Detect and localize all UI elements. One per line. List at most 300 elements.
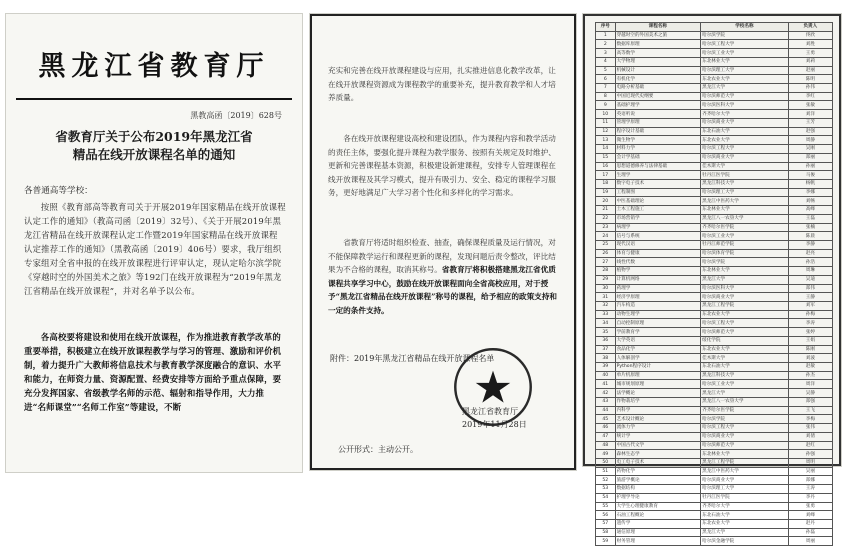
cell-leader: 王涛: [788, 485, 832, 494]
cell-course: 中医基础理论: [615, 197, 701, 206]
cell-no: 56: [596, 511, 616, 520]
cell-school: 绥化学院: [701, 336, 789, 345]
table-row: [596, 458, 833, 467]
table-row: [596, 502, 833, 511]
cell-no: 27: [596, 258, 616, 267]
cell-course: 机械设计: [615, 66, 701, 75]
cell-no: 11: [596, 118, 616, 127]
cell-course: 市场营销学: [615, 214, 701, 223]
cell-course: 城市规划原理: [615, 380, 701, 389]
cell-no: 38: [596, 354, 616, 363]
cell-course: 森林生态学: [615, 450, 701, 459]
cell-course: 现代汉语: [615, 240, 701, 249]
cell-leader: 张勇: [788, 502, 832, 511]
cell-no: 2: [596, 40, 616, 49]
table-row: [596, 84, 833, 93]
cell-leader: 王娟: [788, 336, 832, 345]
cell-course: 药物化学: [615, 467, 701, 476]
cell-school: 东北农业大学: [701, 519, 789, 528]
cell-leader: 刘畅: [788, 197, 832, 206]
cell-no: 52: [596, 476, 616, 485]
table-row: [596, 415, 833, 424]
cell-leader: 陈明: [788, 75, 832, 84]
cell-no: 45: [596, 415, 616, 424]
cell-course: 中国近现代史纲要: [615, 92, 701, 101]
cell-course: 作物栽培学: [615, 397, 701, 406]
cell-no: 1: [596, 31, 616, 40]
cell-leader: 孙强: [788, 450, 832, 459]
cell-school: 哈尔滨体育学院: [701, 249, 789, 258]
cell-course: 土木工程施工: [615, 206, 701, 215]
letterhead: 黑龙江省教育厅: [38, 51, 270, 82]
cell-course: 电工电子技术: [615, 458, 701, 467]
table-row: [596, 328, 833, 337]
table-row: [596, 197, 833, 206]
cell-leader: 周明: [788, 458, 832, 467]
cell-no: 14: [596, 145, 616, 154]
cell-no: 16: [596, 162, 616, 171]
cell-course: 管理学原理: [615, 118, 701, 127]
cell-school: 哈尔滨工程大学: [701, 145, 789, 154]
table-row: [596, 171, 833, 180]
table-row: [596, 493, 833, 502]
cell-school: 齐齐哈尔大学: [701, 110, 789, 119]
cell-school: 黑龙江大学: [701, 389, 789, 398]
cell-school: 哈尔滨理工大学: [701, 485, 789, 494]
cell-no: 53: [596, 485, 616, 494]
cell-school: 东北农业大学: [701, 136, 789, 145]
cell-leader: 李红: [788, 92, 832, 101]
cell-course: 有机化学: [615, 75, 701, 84]
cell-leader: 赵亮: [788, 249, 832, 258]
cell-no: 40: [596, 371, 616, 380]
cell-no: 9: [596, 101, 616, 110]
cell-course: 艺术设计概论: [615, 415, 701, 424]
table-row: [596, 293, 833, 302]
cell-school: 东北石油大学: [701, 363, 789, 372]
cell-leader: 赵敏: [788, 363, 832, 372]
cell-leader: 张婷: [788, 328, 832, 337]
cell-school: 佳木斯大学: [701, 354, 789, 363]
cell-school: 哈尔滨工程大学: [701, 424, 789, 433]
cell-school: 东北农业大学: [701, 345, 789, 354]
cell-no: 4: [596, 57, 616, 66]
cell-school: 东北林业大学: [701, 57, 789, 66]
cell-no: 43: [596, 397, 616, 406]
cell-school: 黑龙江大学: [701, 275, 789, 284]
document-page-3: [583, 14, 841, 544]
cell-no: 46: [596, 424, 616, 433]
notice-title-line2: 精品在线开放课程名单的通知: [72, 147, 236, 162]
cell-leader: 周洋: [788, 380, 832, 389]
cell-school: 东北石油大学: [701, 127, 789, 136]
table-row: [596, 537, 833, 546]
cell-no: 54: [596, 493, 616, 502]
cell-leader: 刘倩: [788, 432, 832, 441]
cell-no: 6: [596, 75, 616, 84]
cell-school: 黑龙江大学: [701, 84, 789, 93]
table-row: [596, 310, 833, 319]
cell-course: Python程序设计: [615, 363, 701, 372]
table-row: [596, 258, 833, 267]
cell-course: 流体力学: [615, 424, 701, 433]
cell-course: 法学概论: [615, 389, 701, 398]
cell-school: 黑龙江工程学院: [701, 458, 789, 467]
cell-school: 东北林业大学: [701, 267, 789, 276]
cell-course: 植物学: [615, 267, 701, 276]
cell-school: 哈尔滨工业大学: [701, 380, 789, 389]
cell-course: 大学生心理健康教育: [615, 502, 701, 511]
disclosure-form: 公开形式：主动公开。: [338, 445, 418, 454]
cell-leader: 王飞: [788, 406, 832, 415]
table-row: [596, 57, 833, 66]
table-row: [596, 511, 833, 520]
cell-leader: 郑强: [788, 397, 832, 406]
table-row: [596, 110, 833, 119]
cell-leader: 郑伟: [788, 284, 832, 293]
cell-no: 3: [596, 49, 616, 58]
table-row: [596, 232, 833, 241]
cell-leader: 赵丹: [788, 519, 832, 528]
cell-leader: 刘洋: [788, 110, 832, 119]
cell-leader: 赵强: [788, 127, 832, 136]
table-row: [596, 240, 833, 249]
cell-school: 哈尔滨工程大学: [701, 40, 789, 49]
table-row: [596, 284, 833, 293]
cell-course: 英语听说: [615, 110, 701, 119]
cell-no: 19: [596, 188, 616, 197]
cell-no: 35: [596, 328, 616, 337]
cell-course: 材料力学: [615, 145, 701, 154]
cell-no: 41: [596, 380, 616, 389]
cell-course: 高等数学: [615, 49, 701, 58]
cell-course: 旅游学概论: [615, 476, 701, 485]
cell-leader: 刘胜: [788, 40, 832, 49]
cell-course: 思想道德修养与法律基础: [615, 162, 701, 171]
cell-leader: 孙杰: [788, 371, 832, 380]
cell-leader: 周琳: [788, 267, 832, 276]
table-row: [596, 49, 833, 58]
cell-leader: 王磊: [788, 214, 832, 223]
cell-no: 49: [596, 450, 616, 459]
cell-school: 牡丹江师范学院: [701, 240, 789, 249]
cell-school: 东北石油大学: [701, 511, 789, 520]
cell-school: 黑龙江八一农垦大学: [701, 397, 789, 406]
cell-no: 15: [596, 153, 616, 162]
cell-school: 哈尔滨工业大学: [701, 49, 789, 58]
table-row: [596, 336, 833, 345]
issue-date: 2019年11月28日: [462, 420, 527, 429]
table-row: [596, 118, 833, 127]
cell-school: 齐齐哈尔医学院: [701, 223, 789, 232]
paragraph-4: [328, 236, 562, 317]
cell-leader: 吴丽: [788, 467, 832, 476]
cell-no: 50: [596, 458, 616, 467]
cell-school: 东北林业大学: [701, 206, 789, 215]
table-row: [596, 302, 833, 311]
cell-no: 10: [596, 110, 616, 119]
cell-leader: 吴刚: [788, 145, 832, 154]
cell-course: 石油工程概论: [615, 511, 701, 520]
cell-no: 12: [596, 127, 616, 136]
cell-course: 数据结构: [615, 485, 701, 494]
table-row: [596, 267, 833, 276]
cell-school: 牡丹江医学院: [701, 171, 789, 180]
cell-school: 哈尔滨医科大学: [701, 284, 789, 293]
cell-no: 18: [596, 179, 616, 188]
cell-course: 通信原理: [615, 528, 701, 537]
table-row: [596, 162, 833, 171]
cell-leader: 高峰: [788, 206, 832, 215]
cell-school: 哈尔滨理工大学: [701, 188, 789, 197]
cell-school: 佳木斯大学: [701, 162, 789, 171]
paragraph-1: 按照《教育部高等教育司关于开展2019年国家精品在线开放课程认定工作的通知》（教高司函〔2019〕32号）、《关于开展2019年黑龙江省精品在线开放课程认定工作暨2019年国家精品在线开放课程认定推荐工作的通知》（黑教高函〔2019〕406号）要求，我厅组织专家组对全省申报的在线开放课程进行评审认定，现认定哈尔滨学院《穿越时空的外国美术之旅》等192门在线开放课程为“2019年黑龙江省精品在线开放课程”，并对名单予以公布。: [24, 202, 286, 296]
cell-no: 34: [596, 319, 616, 328]
paragraph-continued: 充实和完善在线开放课程建设与应用，扎实推进信息化教学改革，让在线开放课程资源成为课程教学的重要补充，提升教育教学和人才培养质量。: [328, 66, 556, 102]
cell-leader: 刘波: [788, 354, 832, 363]
cell-leader: 李梅: [788, 415, 832, 424]
cell-course: 遗传学: [615, 519, 701, 528]
cell-no: 59: [596, 537, 616, 546]
table-row: [596, 66, 833, 75]
cell-course: 数据库原理: [615, 40, 701, 49]
document-page-1: [6, 14, 302, 472]
table-row: [596, 75, 833, 84]
cell-leader: 王勇: [788, 49, 832, 58]
paragraph-2: 各高校要将建设和使用在线开放课程，作为推进教育教学改革的重要举措，积极建立在线开放课程教学与学习的管理、激励和评价机制，着力提升广大教师将信息技术与教育教学深度融合的意识、水平和能力，在师资力量、资源配置、经费安排等方面给予重点保障，要充分发挥国家、省级教学名师的示范、辐射和指导作用，大力推进“名师课堂”“名师工作室”等建设，不断: [24, 332, 282, 412]
cell-course: 微生物学: [615, 136, 701, 145]
cell-leader: 张敏: [788, 101, 832, 110]
cell-leader: 周静: [788, 136, 832, 145]
cell-leader: 张楠: [788, 223, 832, 232]
cell-school: 哈尔滨商业大学: [701, 476, 789, 485]
header-rule: [16, 98, 292, 100]
salutation: 各普通高等学校：: [24, 186, 93, 196]
cell-course: 线性代数: [615, 258, 701, 267]
cell-course: 财务管理: [615, 537, 701, 546]
notice-title: [6, 128, 302, 164]
table-row: [596, 345, 833, 354]
paragraph-4-a: 省教育厅将适时组织检查、抽查，确保课程质量及运行情况，对不能保障教学运行和课程更新的课程，发现问题后责令整改，评比结果为不合格的课程，取消其称号。: [328, 238, 556, 274]
cell-course: 计算机网络: [615, 275, 701, 284]
cell-leader: 杨帆: [788, 179, 832, 188]
cell-leader: 孙伟: [788, 84, 832, 93]
cell-no: 39: [596, 363, 616, 372]
cell-school: 哈尔滨学院: [701, 415, 789, 424]
cell-no: 36: [596, 336, 616, 345]
cell-leader: 李娜: [788, 188, 832, 197]
cell-leader: 孙浩: [788, 258, 832, 267]
cell-no: 13: [596, 136, 616, 145]
table-row: [596, 371, 833, 380]
table-row: [596, 389, 833, 398]
cell-school: 哈尔滨学院: [701, 31, 789, 40]
cell-leader: 刘军: [788, 302, 832, 311]
cell-no: 17: [596, 171, 616, 180]
cell-course: 经济学原理: [615, 293, 701, 302]
cell-no: 23: [596, 223, 616, 232]
table-row: [596, 450, 833, 459]
table-row: [596, 31, 833, 40]
col-header-course: 课程名称: [615, 23, 701, 32]
cell-school: 黑龙江科技大学: [701, 371, 789, 380]
cell-leader: 张伟: [788, 424, 832, 433]
table-row: [596, 101, 833, 110]
cell-school: 东北农业大学: [701, 75, 789, 84]
cell-no: 57: [596, 519, 616, 528]
table-row: [596, 528, 833, 537]
doc-number: 黑教高函〔2019〕628号: [190, 111, 282, 120]
cell-leader: 赵红: [788, 441, 832, 450]
cell-leader: 王芳: [788, 118, 832, 127]
cell-no: 21: [596, 206, 616, 215]
cell-course: 病理学: [615, 223, 701, 232]
cell-no: 44: [596, 406, 616, 415]
cell-school: 牡丹江医学院: [701, 493, 789, 502]
cell-leader: 李涛: [788, 319, 832, 328]
cell-leader: 赵丽: [788, 66, 832, 75]
cell-leader: 李丹: [788, 493, 832, 502]
cell-leader: 陈晨: [788, 232, 832, 241]
cell-no: 31: [596, 293, 616, 302]
cell-no: 28: [596, 267, 616, 276]
cell-course: 护理学导论: [615, 493, 701, 502]
cell-no: 37: [596, 345, 616, 354]
cell-school: 黑龙江中医药大学: [701, 197, 789, 206]
cell-course: 统计学: [615, 432, 701, 441]
cell-no: 47: [596, 432, 616, 441]
cell-school: 哈尔滨理工大学: [701, 66, 789, 75]
cell-leader: 吴迪: [788, 275, 832, 284]
table-row: [596, 363, 833, 372]
cell-course: 信号与系统: [615, 232, 701, 241]
cell-course: 电路分析基础: [615, 84, 701, 93]
table-row: [596, 432, 833, 441]
cell-school: 哈尔滨医科大学: [701, 101, 789, 110]
cell-school: 哈尔滨师范大学: [701, 328, 789, 337]
document-page-2: [310, 14, 576, 470]
cell-course: 学前教育学: [615, 328, 701, 337]
cell-no: 22: [596, 214, 616, 223]
cell-school: 黑龙江八一农垦大学: [701, 214, 789, 223]
cell-school: 哈尔滨学院: [701, 258, 789, 267]
cell-no: 42: [596, 389, 616, 398]
cell-school: 哈尔滨商业大学: [701, 293, 789, 302]
cell-course: 大学物理: [615, 57, 701, 66]
cell-no: 29: [596, 275, 616, 284]
cell-school: 哈尔滨师范大学: [701, 92, 789, 101]
table-row: [596, 397, 833, 406]
table-row: [596, 127, 833, 136]
cell-no: 58: [596, 528, 616, 537]
cell-course: 穿越时空的外国美术之旅: [615, 31, 701, 40]
cell-no: 33: [596, 310, 616, 319]
table-row: [596, 485, 833, 494]
cell-school: 哈尔滨师范大学: [701, 441, 789, 450]
cell-no: 26: [596, 249, 616, 258]
course-list-table: [595, 22, 833, 546]
cell-school: 黑龙江大学: [701, 528, 789, 537]
cell-course: 中国古代文学: [615, 441, 701, 450]
attachment-line: 附件：2019年黑龙江省精品在线开放课程名单: [330, 354, 495, 363]
cell-school: 东北农业大学: [701, 310, 789, 319]
table-row: [596, 214, 833, 223]
table-body: [596, 31, 833, 545]
cell-course: 内科学: [615, 406, 701, 415]
table-row: [596, 188, 833, 197]
cell-school: 哈尔滨金融学院: [701, 537, 789, 546]
cell-no: 20: [596, 197, 616, 206]
table-row: [596, 319, 833, 328]
table-row: [596, 275, 833, 284]
cell-course: 会计学基础: [615, 153, 701, 162]
cell-course: 程序设计基础: [615, 127, 701, 136]
cell-course: 体育与健康: [615, 249, 701, 258]
cell-course: 自动控制原理: [615, 319, 701, 328]
cell-school: 黑龙江中医药大学: [701, 467, 789, 476]
table-header-row: [596, 23, 833, 32]
cell-no: 8: [596, 92, 616, 101]
paragraph-3: 各在线开放课程建设高校和建设团队，作为课程内容和教学活动的责任主体，要强化提升课程为教学服务、按照有关规定及时维护、更新和完善课程基本资源，积极建设新建课程，安排专人管理课程在线开放课程及其学习模式，提升有吸引力、安全、稳定的课程学习服务，更好地满足广大学习者个性化和多样化的学习需求。: [328, 134, 556, 197]
cell-course: 动物生理学: [615, 310, 701, 319]
cell-no: 5: [596, 66, 616, 75]
cell-school: 哈尔滨商业大学: [701, 118, 789, 127]
cell-course: 生理学: [615, 171, 701, 180]
table-row: [596, 476, 833, 485]
cell-leader: 陈刚: [788, 345, 832, 354]
table-row: [596, 206, 833, 215]
cell-leader: 刘莉: [788, 57, 832, 66]
cell-leader: 孙梅: [788, 310, 832, 319]
cell-course: 食品化学: [615, 345, 701, 354]
cell-leader: 孙磊: [788, 528, 832, 537]
table-row: [596, 354, 833, 363]
col-header-school: 学校名称: [701, 23, 789, 32]
table-row: [596, 153, 833, 162]
cell-school: 东北林业大学: [701, 450, 789, 459]
table-row: [596, 223, 833, 232]
cell-leader: 刘峰: [788, 511, 832, 520]
cell-school: 哈尔滨商业大学: [701, 432, 789, 441]
cell-leader: 佟欣: [788, 31, 832, 40]
table-row: [596, 380, 833, 389]
cell-school: 哈尔滨工程大学: [701, 319, 789, 328]
cell-leader: 郑丽: [788, 153, 832, 162]
table-row: [596, 179, 833, 188]
cell-no: 25: [596, 240, 616, 249]
table-row: [596, 406, 833, 415]
cell-no: 24: [596, 232, 616, 241]
cell-school: 黑龙江工程学院: [701, 302, 789, 311]
table-row: [596, 519, 833, 528]
cell-leader: 郑娜: [788, 476, 832, 485]
cell-course: 药理学: [615, 284, 701, 293]
table-row: [596, 92, 833, 101]
table-row: [596, 40, 833, 49]
table-row: [596, 467, 833, 476]
col-header-no: 序号: [596, 23, 616, 32]
cell-leader: 李静: [788, 240, 832, 249]
issuer: 黑龙江省教育厅: [462, 407, 518, 416]
cell-no: 7: [596, 84, 616, 93]
cell-no: 51: [596, 467, 616, 476]
cell-leader: 王静: [788, 293, 832, 302]
cell-course: 工程制图: [615, 188, 701, 197]
paragraph-4-b: 省教育厅将积极搭建黑龙江省优质课程共享学习中心，鼓励在线开放课程面向全省高校应用，对于授予“黑龙江省精品在线开放课程”称号的课程，给予相应的政策支持和一定的条件支持。: [328, 265, 557, 315]
table-row: [596, 145, 833, 154]
cell-no: 32: [596, 302, 616, 311]
cell-no: 30: [596, 284, 616, 293]
